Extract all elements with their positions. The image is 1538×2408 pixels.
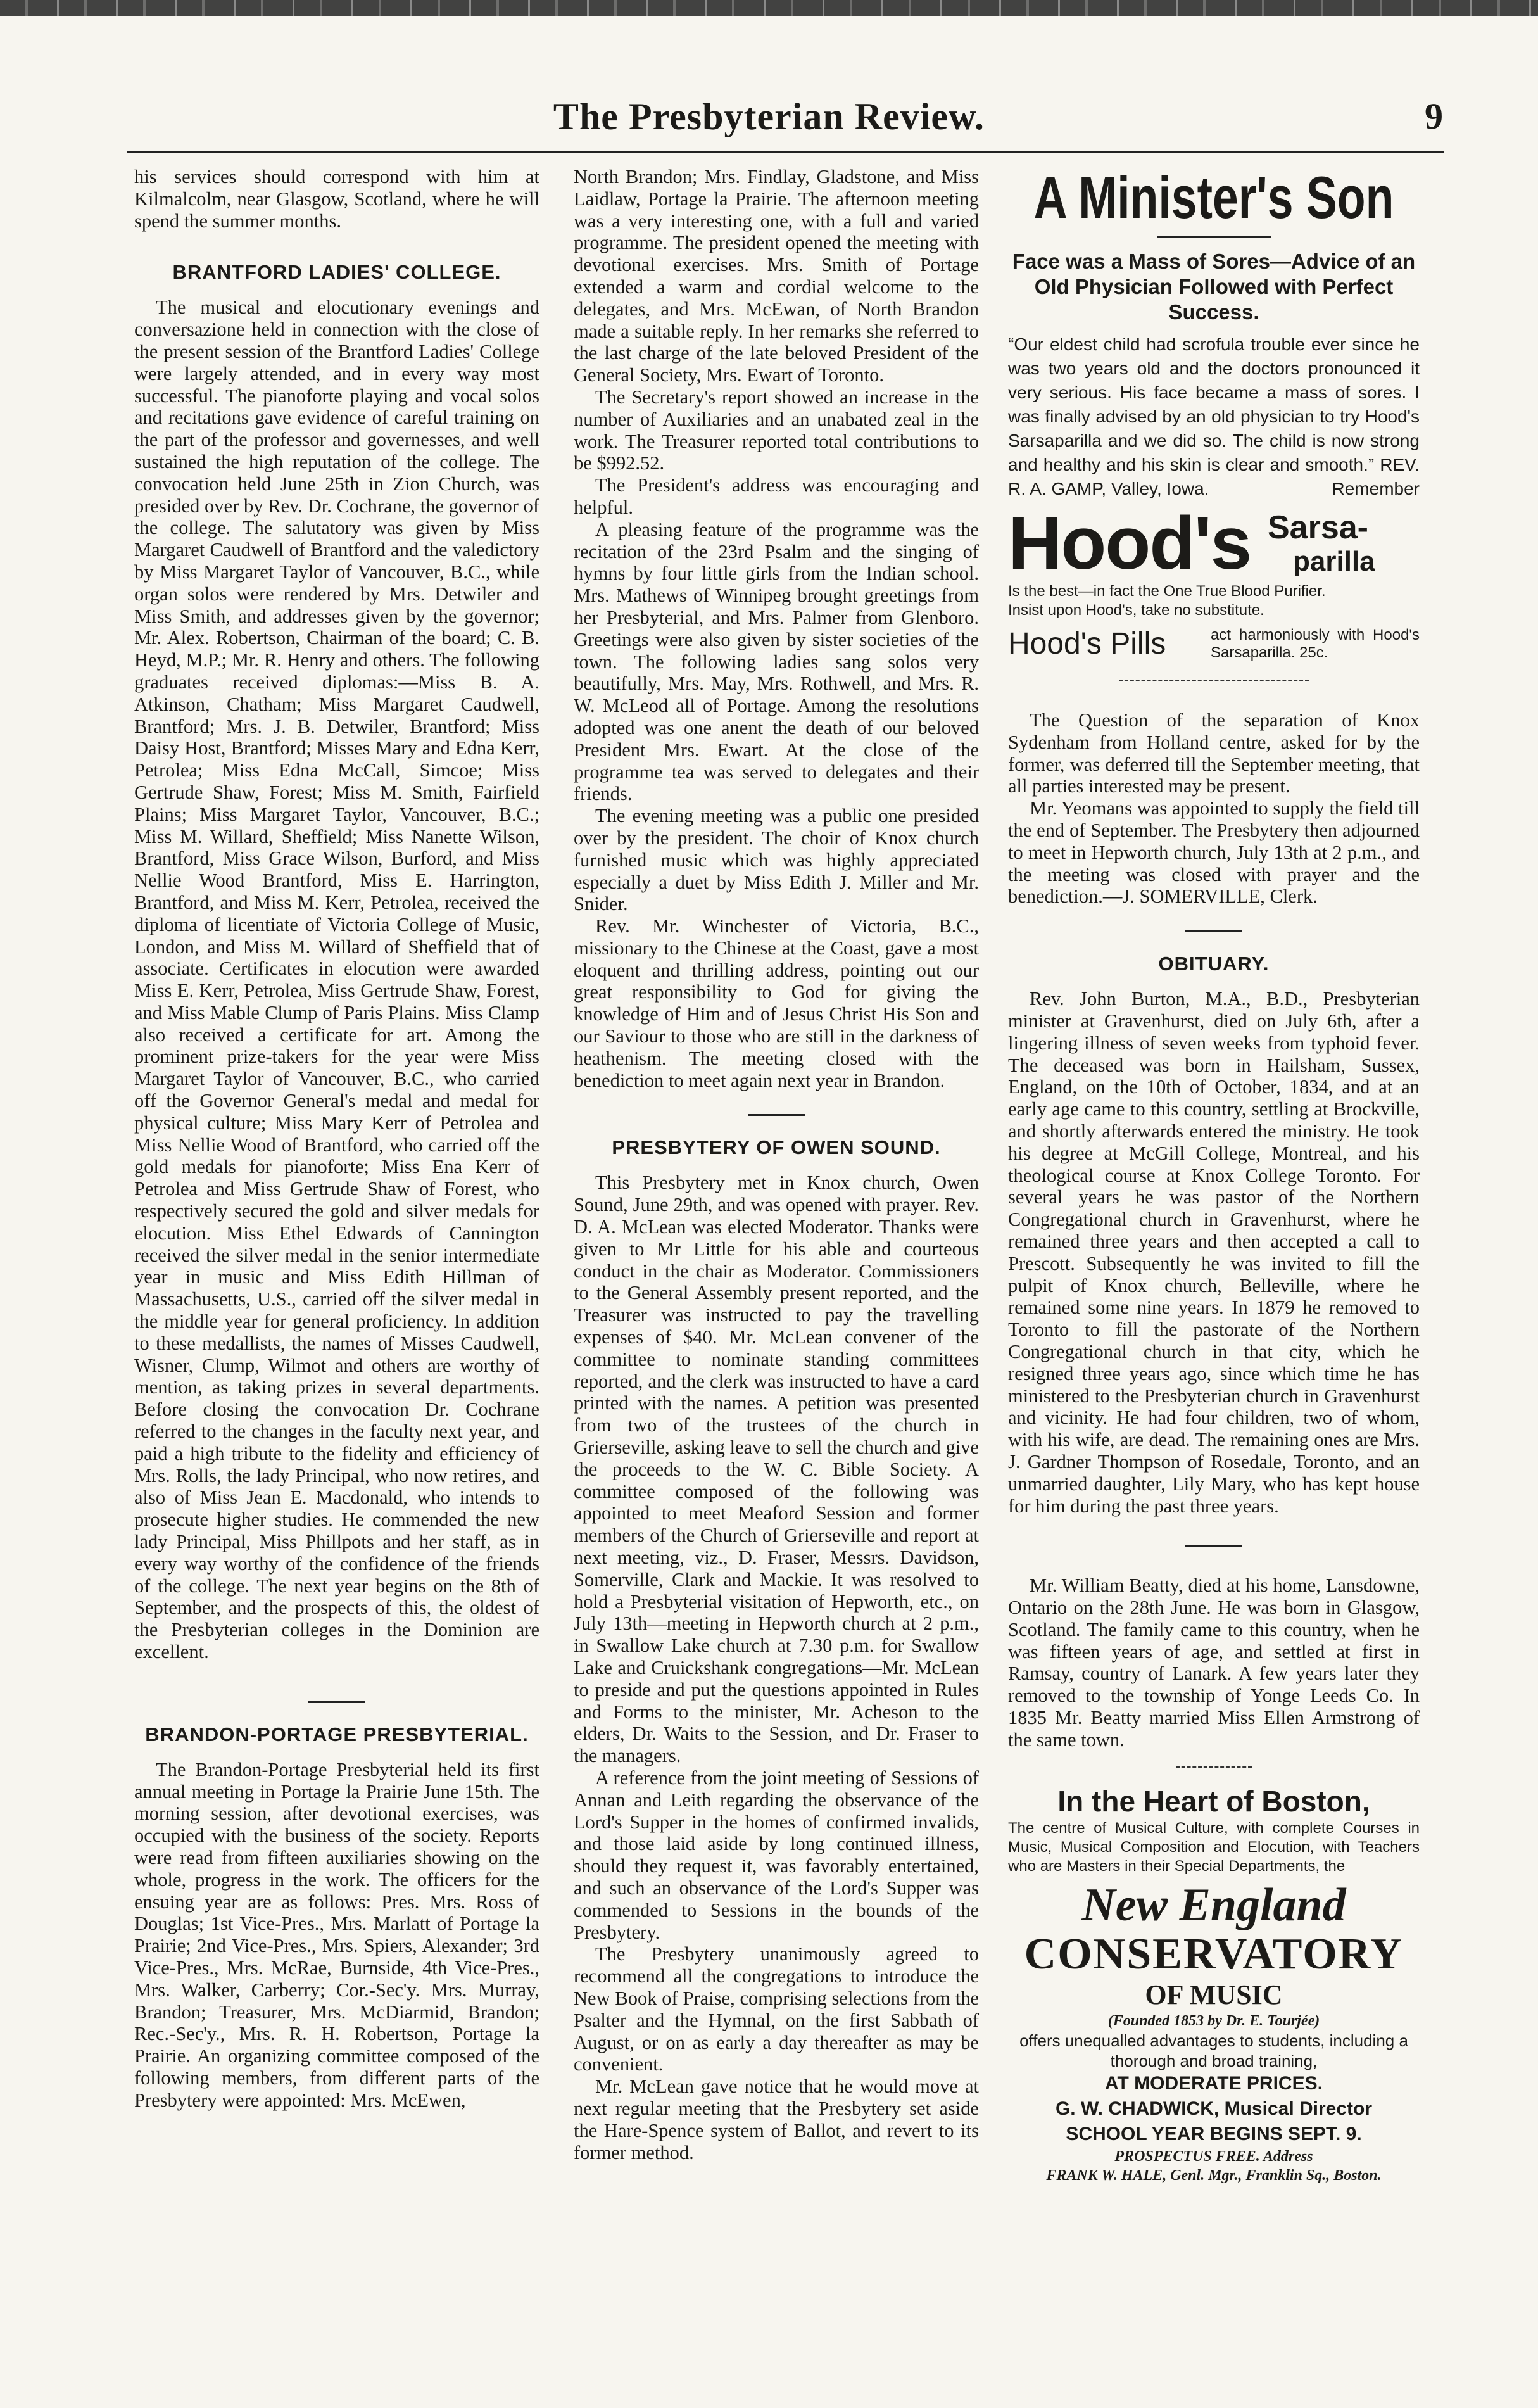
article-paragraph: Rev. John Burton, M.A., B.D., Presbyterian minister at Gravenhurst, died on July 6th, after a lingering illness of seven weeks from typhoid fever. The deceased was born in Hailsham, Sussex, England, on the 10th of October, 1834, and at an early age came to this country, settling at Brockville, and shortly afterwards entered the ministry. He took his degree at McGill College, Montreal, and his theological course at Knox College Toronto. For several years he was pastor of the Northern Congregational church in Gravenhurst, where he remained three years and then accepted a call to Prescott. Subsequently he was invited to fill the pulpit of Knox church, Belleville, where he remained some nine years. In 1879 he removed to Toronto to fill the pastorate of the Northern Congregational church in that city, which he resigned three years ago, since which time he has ministered to the Presbyterian church in Gravenhurst and vicinity. He had four children, two of whom, with his wife, are dead. The remaining ones are Mrs. J. Gardner Thompson of Rosedale, Toronto, and an unmarried daughter, Lily Mary, who has kept house for him during the past three years.: [1008, 988, 1420, 1517]
column-2: [574, 166, 979, 2164]
column-3: [1008, 166, 1420, 2185]
article-paragraph: The musical and elocutionary evenings and conversazione held in connection with the close of the present session of the Brantford Ladies' College were largely attended, and in every way most successful. The pianoforte playing and vocal solos and recitations gave evidence of careful training on the part of the professor and governesses, and well sustained the high reputation of the college. The convocation held June 25th in Zion Church, was presided over by Rev. Dr. Cochrane, the governor of the college. The salutatory was given by Miss Margaret Caudwell of Brantford and the valedictory by Miss Margaret Taylor of Vancouver, B.C., while organ solos were rendered by Mrs. Detwiler and Miss Smith, and addresses given by the governor; Mr. Alex. Robertson, Chairman of the board; C. B. Heyd, M.P.; Mr. R. Henry and others. The following graduates received diplomas:—Miss B. A. Atkinson, Chatham; Miss Margaret Caudwell, Brantford; Mrs. J. B. Detwiler, Brantford; Miss Daisy Host, Brantford; Misses Mary and Edna Kerr, Petrolea; Miss Edna McCall, Simcoe; Miss Gertrude Shaw, Forest; Miss M. Smith, Fairfield Plains; Miss Margaret Taylor, Vancouver, B.C.; Miss M. Willard, Sheffield; Miss Nanette Wilson, Brantford, Miss Grace Wilson, Burford, and Miss Nellie Wood Brantford, Miss E. Harrington, Brantford, and Miss M. Kerr, Petrolea, received the diploma of licentiate of Victoria College of Music, London, and Miss M. Willard of Sheffield that of associate. Certificates in elocution were awarded Miss E. Kerr, Petrolea, Miss Gertrude Shaw, Forest, and Miss Mable Clump of Paris Plains. Miss Clamp also received a certificate for art. Among the prominent prize-takers for the year were Miss Margaret Taylor of Vancouver, B.C., who carried off the Governor General's medal and medal for physical culture; Miss Mary Kerr of Petrolea and Miss Nellie Wood of Brantford, who carried off the gold medals for pianoforte; Miss Ena Kerr of Petrolea and Miss Gertrude Shaw of Forest, who respectively secured the gold and silver medals for elocution. Miss Ethel Edwards of Cannington received the silver medal in the senior intermediate year in music and Miss Edith Hillman of Massachusetts, U.S., carried off the silver medal in the middle year for general proficiency. In addition to these medallists, the names of Misses Caudwell, Wisner, Clump, Wilmot and others are worthy of mention, as taking prizes in several departments. Before closing the convocation Dr. Cochrane referred to the changes in the faculty next year, and paid a high tribute to the fidelity and efficiency of Mrs. Rolls, the lady Principal, who now retires, and also of Miss Jean E. Macdonald, who intends to prosecute higher studies. He commended the new lady Principal, Miss Phillpots and her staff, as in every way worthy of the confidence of the friends of the college. The next year begins on the 8th of September, and the prospects of this, the oldest of the Presbyterian colleges in the Dominion are excellent.: [134, 296, 539, 1663]
article-paragraph: A pleasing feature of the programme was the recitation of the 23rd Psalm and the singing of hymns by four little girls from the Indian school. Mrs. Mathews of Winnipeg brought greetings from her Presbyterial, and Mrs. Palmer from Glenboro. Greetings were also given by sister societies of the town. The following ladies sang solos very beautifully, Mrs. May, Mrs. Rothwell, and Mrs. R. W. McLeod all of Portage. Among the resolutions adopted was one anent the death of our beloved President Mrs. Ewart. At the close of the programme tea was served to delegates and their friends.: [574, 518, 979, 805]
conservatory-director: G. W. CHADWICK, Musical Director: [1055, 2098, 1373, 2119]
article-paragraph: The President's address was encouraging and helpful.: [574, 474, 979, 518]
conservatory-advertisement: [1008, 1784, 1420, 2185]
conservatory-new-england: New England: [1081, 1879, 1346, 1931]
article-paragraph: Mr. McLean gave notice that he would move at next regular meeting that the Presbytery set aside the Hare-Spence system of Ballot, and revert to its former method.: [574, 2075, 979, 2164]
article-separator: [1185, 1545, 1242, 1547]
conservatory-school-year: SCHOOL YEAR BEGINS SEPT. 9.: [1066, 2123, 1362, 2145]
article-paragraph: Rev. Mr. Winchester of Victoria, B.C., missionary to the Chinese at the Coast, gave a most eloquent and thrilling address, pointing out our great responsibility to God for giving the knowledge of Him and of Jesus Christ His Son and our Saviour to those who are still in the darkness of heathenism. The meeting closed with the benediction to meet again next year in Brandon.: [574, 915, 979, 1091]
article-paragraph: The Presbytery unanimously agreed to recommend all the congregations to introduce the New Book of Praise, comprising selections from the Psalter and the Hymnal, on the first Sabbath of August, or on as early a day thereafter as may be convenient.: [574, 1943, 979, 2075]
pills-tagline: act harmoniously with Hood's Sarsaparilla. 25c.: [1211, 626, 1420, 661]
ad-testimonial: [1008, 333, 1420, 501]
masthead: The Presbyterian Review.: [553, 96, 985, 137]
conservatory-prospectus: PROSPECTUS FREE. Address: [1114, 2148, 1313, 2165]
hoods-logo: [1008, 502, 1420, 585]
article-paragraph: Mr. William Beatty, died at his home, Lansdowne, Ontario on the 28th June. He was born in Glasgow, Scotland. The family came to this country, when he was fifteen years of age, and settled at first in Ramsay, country of Lanark. A few years later they removed to the township of Yonge Leeds Co. In 1835 Mr. Beatty married Miss Ellen Armstrong of the same town.: [1008, 1575, 1420, 1751]
hoods-pills: [1008, 624, 1420, 668]
hoods-claim: Is the best—in fact the One True Blood Purifier.: [1008, 583, 1326, 600]
conservatory-of-music: OF MUSIC: [1145, 1979, 1283, 2010]
conservatory-word: CONSERVATORY: [1024, 1929, 1404, 1979]
conservatory-intro: The centre of Musical Culture, with complete Courses in Music, Musical Composition and Elocution, with Teachers who are Masters in their Special Departments, the: [1008, 1819, 1420, 1875]
conservatory-founded: (Founded 1853 by Dr. E. Tourjée): [1107, 2012, 1320, 2029]
heading-brantford-college: BRANTFORD LADIES' COLLEGE.: [172, 261, 501, 284]
article-paragraph: Mr. Yeomans was appointed to supply the field till the end of September. The Presbytery then adjourned to meet in Hepworth church, July 13th at 2 p.m., and the meeting was closed with prayer and the benediction.—J. SOMERVILLE, Clerk.: [1008, 797, 1420, 908]
intro-paragraph: his services should correspond with him at Kilmalcolm, near Glasgow, Scotland, where he will spend the summer months.: [134, 166, 539, 232]
header-rule: [127, 151, 1444, 153]
heading-obituary: OBITUARY.: [1158, 953, 1270, 975]
article-paragraph: The Brandon-Portage Presbyterial held its first annual meeting in Portage la Prairie June 15th. The morning session, after devotional exercises, was occupied with the business of the society. Reports were read from fifteen auxiliaries showing on the whole, progress in the work. The officers for the ensuing year are as follows: Pres. Mrs. Ross of Douglas; 1st Vice-Pres., Mrs. Marlatt of Portage la Prairie; 2nd Vice-Pres., Mrs. Spiers, Alexander; 3rd Vice-Pres., Mrs. McRae, Burnside, 4th Vice-Pres., Mrs. Walker, Carberry; Cor.-Sec'y. Mrs. Murray, Brandon; Treasurer, Mrs. McDiarmid, Brandon; Rec.-Sec'y., Mrs. R. H. Robertson, Portage la Prairie. An organizing committee composed of the following members, from different parts of the Presbytery were appointed: Mrs. McEwen,: [134, 1758, 539, 2111]
ad-remember: Remember: [1332, 479, 1420, 498]
hoods-sarsa: Sarsa-: [1268, 509, 1368, 546]
article-separator: [308, 1701, 365, 1703]
ad-rule: [1157, 236, 1271, 238]
hoods-parilla: parilla: [1293, 546, 1375, 577]
pills-name: Hood's Pills: [1008, 627, 1166, 661]
page-top-border: [0, 0, 1538, 16]
column-1: [134, 166, 539, 2112]
article-separator: [1185, 930, 1242, 932]
hoods-wordmark: Hood's: [1008, 502, 1251, 585]
page-number: 9: [1425, 96, 1443, 137]
conservatory-offers: offers unequalled advantages to students, including a thorough and broad training,: [1019, 2031, 1408, 2070]
article-separator: [748, 1114, 805, 1116]
article-paragraph: The Secretary's report showed an increase in the number of Auxiliaries and an unabated zeal in the work. The Treasurer reported total contributions to be $992.52.: [574, 386, 979, 474]
article-paragraph: A reference from the joint meeting of Sessions of Annan and Leith regarding the observance of the Lord's Supper in the homes of confirmed invalids, and those laid aside by long continued illness, should they request it, was favorably entertained, and such an observance of the Lord's Supper was commended to Sessions in the bounds of the Presbytery.: [574, 1766, 979, 1943]
article-paragraph: The evening meeting was a public one presided over by the president. The choir of Knox church furnished music which was highly appreciated especially a duet by Miss Edith J. Miller and Mr. Snider.: [574, 805, 979, 915]
ad-title: A Minister's Son: [1033, 164, 1394, 231]
ad-subtitle: Face was a Mass of Sores—Advice of an Old Physician Followed with Perfect Success.: [1012, 250, 1416, 324]
ad-separator: [1119, 680, 1309, 681]
heading-owen-sound: PRESBYTERY OF OWEN SOUND.: [612, 1136, 941, 1159]
conservatory-prices: AT MODERATE PRICES.: [1105, 2072, 1323, 2094]
ad-testimonial-text: “Our eldest child had scrofula trouble ever since he was two years old and the doctors pronounced it very serious. His face became a mass of sores. I was finally advised by an old physician to try Hood's Sarsaparilla and we did so. The child is now strong and healthy and his skin is clear and smooth.” REV. R. A. GAMP, Valley, Iowa.: [1008, 334, 1420, 498]
conservatory-heading: In the Heart of Boston,: [1057, 1784, 1370, 1818]
ad-separator: [1176, 1766, 1252, 1768]
heading-brandon-portage: BRANDON-PORTAGE PRESBYTERIAL.: [145, 1723, 529, 1746]
hoods-insist: Insist upon Hood's, take no substitute.: [1008, 602, 1264, 619]
article-paragraph: This Presbytery met in Knox church, Owen Sound, June 29th, and was opened with prayer. Rev. D. A. McLean was elected Moderator. Thanks were given to Mr Little for his able and courteous conduct in the chair as Moderator. Commissioners to the General Assembly present reported, and the Treasurer was instructed to pay the travelling expenses of $40. Mr. McLean convener of the committee to nominate standing committees reported, and the clerk was instructed to have a card printed with the names. A petition was presented from two of the trustees of the church in Grierseville, asking leave to sell the church and give the proceeds to the W. C. Bible Society. A committee composed of the following was appointed to meet Meaford Session and former members of the Church of Grierseville and report at next meeting, viz., D. Fraser, Messrs. Davidson, Somerville, Clark and Mackie. It was resolved to hold a Presbyterial visitation of Hepworth, etc., on July 13th—meeting in Hepworth church at 2 p.m., in Swallow Lake church at 7.30 p.m. for Swallow Lake and Cruickshank congregations—Mr. McLean to preside and put the questions appointed in Rules and Forms to the minister, Mr. Acheson to the elders, Dr. Waits to the Session, and Dr. Fraser to the managers.: [574, 1172, 979, 1767]
article-paragraph: North Brandon; Mrs. Findlay, Gladstone, and Miss Laidlaw, Portage la Prairie. The afternoon meeting was a very interesting one, with a full and varied programme. The president opened the meeting with devotional exercises. Mrs. Smith of Portage extended a warm and cordial welcome to the delegates, and Mrs. McEwan, of North Brandon made a suitable reply. In her remarks she referred to the last charge of the late beloved President of the General Society, Mrs. Ewart of Toronto.: [574, 166, 979, 386]
article-paragraph: The Question of the separation of Knox Sydenham from Holland centre, asked for by the former, was deferred till the September meeting, that all parties interested may be present.: [1008, 709, 1420, 797]
conservatory-address: FRANK W. HALE, Genl. Mgr., Franklin Sq., Boston.: [1046, 2167, 1382, 2184]
hoods-advertisement: [1008, 166, 1420, 668]
